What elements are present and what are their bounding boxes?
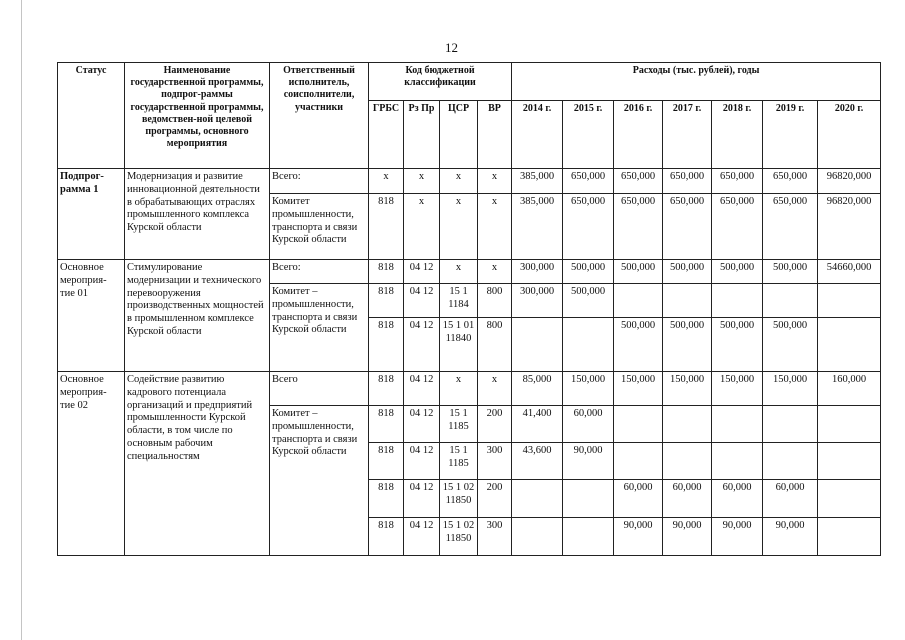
cell-grbs: 818 [369, 318, 404, 372]
cell-2020 [818, 480, 881, 518]
header-year-2017: 2017 г. [663, 101, 712, 169]
cell-2020 [818, 284, 881, 318]
cell-grbs: 818 [369, 406, 404, 443]
cell-2019: 500,000 [763, 260, 818, 284]
scan-edge-line [21, 0, 22, 640]
row-title: Модернизация и развитие инновационной деятельности в обрабатывающих отраслях промышленного комплекса Курской области [125, 169, 270, 260]
cell-2016 [614, 443, 663, 480]
cell-2015 [563, 318, 614, 372]
cell-2016: 650,000 [614, 194, 663, 260]
cell-2017 [663, 284, 712, 318]
cell-2018 [712, 284, 763, 318]
cell-2014: 43,600 [512, 443, 563, 480]
cell-2015 [563, 480, 614, 518]
row-status: Основное мероприя- тие 01 [58, 260, 125, 372]
cell-2015 [563, 518, 614, 556]
cell-2017: 150,000 [663, 372, 712, 406]
cell-rzpr: 04 12 [404, 260, 440, 284]
table-row [58, 260, 881, 284]
header-budget-code: Код бюджетной классификации [369, 63, 512, 101]
cell-2017: 500,000 [663, 318, 712, 372]
header-year-2020: 2020 г. [818, 101, 881, 169]
cell-rzpr: 04 12 [404, 318, 440, 372]
cell-2018: 500,000 [712, 260, 763, 284]
header-expenses: Расходы (тыс. рублей), годы [512, 63, 881, 101]
cell-grbs: 818 [369, 284, 404, 318]
cell-rzpr: 04 12 [404, 406, 440, 443]
cell-csr: 15 1 1184 [440, 284, 478, 318]
cell-2017: 500,000 [663, 260, 712, 284]
cell-2019: 650,000 [763, 169, 818, 194]
cell-2018 [712, 443, 763, 480]
header-code-grbs: ГРБС [369, 101, 404, 169]
cell-csr: х [440, 194, 478, 260]
cell-grbs: х [369, 169, 404, 194]
header-status: Статус [58, 63, 125, 169]
cell-vr: х [478, 194, 512, 260]
cell-2018: 650,000 [712, 194, 763, 260]
header-year-2019: 2019 г. [763, 101, 818, 169]
cell-2014 [512, 518, 563, 556]
header-year-2016: 2016 г. [614, 101, 663, 169]
cell-2016: 150,000 [614, 372, 663, 406]
cell-grbs: 818 [369, 480, 404, 518]
cell-2014 [512, 318, 563, 372]
cell-vr: 800 [478, 284, 512, 318]
cell-2016 [614, 406, 663, 443]
row-responsible: Всего: [270, 260, 369, 284]
cell-csr: 15 1 02 11850 [440, 480, 478, 518]
cell-vr: 300 [478, 518, 512, 556]
cell-2019: 500,000 [763, 318, 818, 372]
cell-2015: 500,000 [563, 260, 614, 284]
row-responsible: Комитет – промышленности, транспорта и связи Курской области [270, 406, 369, 556]
cell-grbs: 818 [369, 194, 404, 260]
cell-2015: 150,000 [563, 372, 614, 406]
cell-csr: 15 1 02 11850 [440, 518, 478, 556]
header-code-rzpr: Рз Пр [404, 101, 440, 169]
cell-csr: 15 1 1185 [440, 406, 478, 443]
cell-2019: 150,000 [763, 372, 818, 406]
cell-2014: 300,000 [512, 284, 563, 318]
cell-2017: 60,000 [663, 480, 712, 518]
cell-2020 [818, 443, 881, 480]
cell-2018 [712, 406, 763, 443]
cell-2017 [663, 406, 712, 443]
cell-2017: 90,000 [663, 518, 712, 556]
cell-vr: х [478, 260, 512, 284]
cell-2016: 500,000 [614, 260, 663, 284]
cell-2020: 96820,000 [818, 194, 881, 260]
page-number: 12 [445, 40, 458, 55]
cell-rzpr: 04 12 [404, 480, 440, 518]
cell-csr: х [440, 372, 478, 406]
cell-2015: 60,000 [563, 406, 614, 443]
cell-2016 [614, 284, 663, 318]
cell-2014: 41,400 [512, 406, 563, 443]
cell-grbs: 818 [369, 443, 404, 480]
cell-2015: 650,000 [563, 169, 614, 194]
header-code-vr: ВР [478, 101, 512, 169]
cell-rzpr: 04 12 [404, 284, 440, 318]
table-row [58, 169, 881, 194]
cell-vr: 200 [478, 406, 512, 443]
header-year-2018: 2018 г. [712, 101, 763, 169]
cell-2019 [763, 443, 818, 480]
row-title: Стимулирование модернизации и технического перевооружения производственных мощностей в промышленном комплексе Курской области [125, 260, 270, 372]
table-row [58, 372, 881, 406]
row-status: Подпрог- рамма 1 [58, 169, 125, 260]
header-responsible: Ответственный исполнитель, соисполнители, участники [270, 63, 369, 169]
cell-2017: 650,000 [663, 194, 712, 260]
cell-rzpr: х [404, 169, 440, 194]
cell-rzpr: 04 12 [404, 518, 440, 556]
cell-grbs: 818 [369, 518, 404, 556]
cell-2018: 90,000 [712, 518, 763, 556]
cell-csr: х [440, 260, 478, 284]
cell-2017 [663, 443, 712, 480]
cell-2014: 85,000 [512, 372, 563, 406]
cell-2016: 650,000 [614, 169, 663, 194]
cell-2016: 500,000 [614, 318, 663, 372]
cell-2015: 90,000 [563, 443, 614, 480]
cell-rzpr: 04 12 [404, 372, 440, 406]
cell-rzpr: 04 12 [404, 443, 440, 480]
cell-grbs: 818 [369, 260, 404, 284]
cell-2019: 650,000 [763, 194, 818, 260]
cell-2019 [763, 406, 818, 443]
cell-2020: 54660,000 [818, 260, 881, 284]
cell-2020 [818, 406, 881, 443]
cell-2019 [763, 284, 818, 318]
header-year-2015: 2015 г. [563, 101, 614, 169]
cell-csr: 15 1 01 11840 [440, 318, 478, 372]
cell-2016: 90,000 [614, 518, 663, 556]
cell-csr: 15 1 1185 [440, 443, 478, 480]
cell-vr: 300 [478, 443, 512, 480]
cell-2015: 500,000 [563, 284, 614, 318]
header-name: Наименование государственной программы, подпрог-раммы государственной программы, ведомствен-ной целевой программы, основного мероприятия [125, 63, 270, 169]
cell-2020: 96820,000 [818, 169, 881, 194]
cell-2014: 300,000 [512, 260, 563, 284]
cell-2019: 90,000 [763, 518, 818, 556]
row-responsible: Комитет – промышленности, транспорта и связи Курской области [270, 284, 369, 372]
row-title: Содействие развитию кадрового потенциала организаций и предприятий промышленности Курской области, в том числе по основным рабочим специальностям [125, 372, 270, 556]
cell-csr: х [440, 169, 478, 194]
cell-2018: 500,000 [712, 318, 763, 372]
cell-vr: 800 [478, 318, 512, 372]
cell-2017: 650,000 [663, 169, 712, 194]
row-responsible: Всего: [270, 169, 369, 194]
cell-2020: 160,000 [818, 372, 881, 406]
row-status: Основное мероприя- тие 02 [58, 372, 125, 556]
header-code-csr: ЦСР [440, 101, 478, 169]
cell-rzpr: х [404, 194, 440, 260]
header-year-2014: 2014 г. [512, 101, 563, 169]
cell-vr: 200 [478, 480, 512, 518]
cell-2018: 650,000 [712, 169, 763, 194]
cell-2018: 150,000 [712, 372, 763, 406]
cell-2020 [818, 318, 881, 372]
cell-2014: 385,000 [512, 194, 563, 260]
cell-2016: 60,000 [614, 480, 663, 518]
cell-2014 [512, 480, 563, 518]
cell-2015: 650,000 [563, 194, 614, 260]
cell-grbs: 818 [369, 372, 404, 406]
cell-2018: 60,000 [712, 480, 763, 518]
cell-vr: х [478, 372, 512, 406]
row-responsible: Комитет промышленности, транспорта и связи Курской области [270, 194, 369, 260]
budget-table [57, 62, 881, 556]
cell-2020 [818, 518, 881, 556]
cell-2019: 60,000 [763, 480, 818, 518]
cell-2014: 385,000 [512, 169, 563, 194]
row-responsible: Всего [270, 372, 369, 406]
cell-vr: х [478, 169, 512, 194]
